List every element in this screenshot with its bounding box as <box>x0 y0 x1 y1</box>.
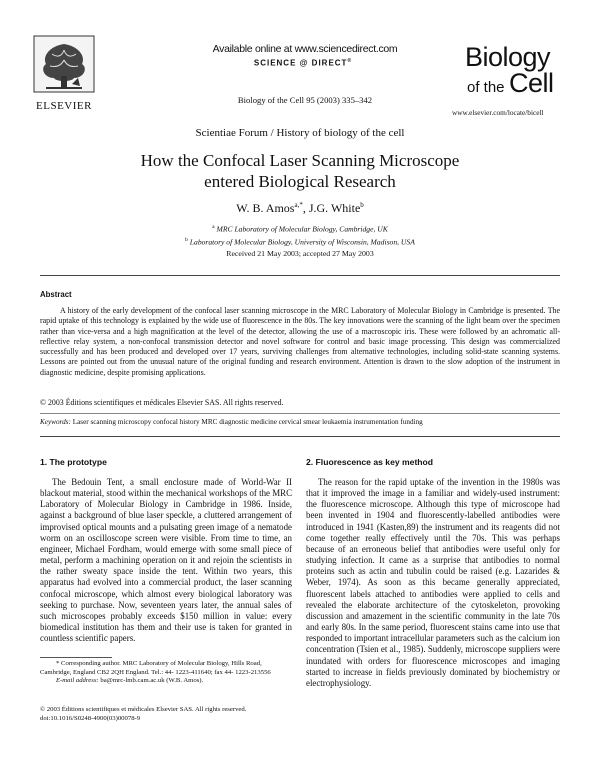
keywords <box>40 418 560 426</box>
divider-bottom <box>40 436 560 437</box>
author-1: W. B. Amos <box>236 201 295 215</box>
footnote-email-address[interactable]: ba@mrc-lmb.cam.ac.uk (W.B. Amos). <box>100 677 204 685</box>
authors <box>40 201 560 216</box>
article-title <box>40 150 560 192</box>
divider-top <box>40 275 560 276</box>
keywords-list: Laser scanning microscopy confocal history MRC diagnostic medicine cervical smear leukaemia instrumentation funding <box>72 418 423 426</box>
journal-logo <box>465 44 575 100</box>
section-1-paragraph: The Bedouin Tent, a small enclosure made of World-War II blackout material, stood within the mechanical workshops of the MRC Laboratory of Molecular Biology in Cambridge in 1986. Inside, against a background of blue laser speckle, a cluttered arrangement of improvised optical mounts and a pulsating green image of a nematode worm on an oscilloscope screen were visible. From time to time, an engineer, Michael Fordham, would emerge with some small piece of metal, perform a machining operation on it and rejoin the scientists in the rather sweaty space inside the tent. Within two years, this apparatus had evolved into a commercial product, the laser scanning confocal microscope, which almost every biological laboratory was seeking to purchase. Now, seventeen years later, the annual sales of such microscopes probably exceeds $150 million in value: every biomedical institution has them and their use is taken for granted in countless scientific papers. <box>40 477 292 644</box>
sciencedirect-text: SCIENCE @ DIRECT <box>253 58 348 68</box>
article-title-line1: How the Confocal Laser Scanning Microscope <box>140 151 460 170</box>
elsevier-tree-icon <box>32 34 96 94</box>
elsevier-logo-text: ELSEVIER <box>36 100 92 112</box>
section-2-paragraph: The reason for the rapid uptake of the invention in the 1980s was that it improved the image in a familiar and widely-used instrument: the fluorescence microscope. Although this type of microscope had been invented in 1904 and fluorescently-labelled antibodies were introduced in 1941 (Kasten,89) the instrument and its reagents did not come together really effectively until the 70s. This was perhaps because of an erroneous belief that antibodies were useful only for studying infection. It came as a surprise that antibodies to normal proteins such as actin and tubulin could be raised (e.g. Lazarides & Weber, 1974). As soon as this became generally appreciated, fluorescent labels attached to antibodies were applied to cells and revealed the elaborate architecture of the cytoskeleton, provoking discussion and amazement in the scientific community in the late 70s and early 80s. In the same period, fluorescent stains came into use that responded to important intracellular parameters such as the calcium ion concentration (Tsien et al., 1985). Suddenly, microscope suppliers were inundated with orders for fluorescence microscopes and imaging started to increase in fields previously dominated by biochemistry or electrophysiology. <box>306 477 560 688</box>
footer-doi[interactable]: doi:10.1016/S0248-4900(03)00078-9 <box>40 714 141 722</box>
abstract-text: A history of the early development of the confocal laser scanning microscope in the MRC Laboratory of Molecular Biology in Cambridge is presented. The rapid uptake of this technology is explained by the wide use of fluorescence in the 80s. The key innovations were the scanning of the light beam over the specimen rather than vice-versa and a high magnification at the level of the detector, allowing the use of a macroscopic iris. These were followed by an achromatic all-reflective relay system, a non-confocal transmission detector and novel software for control and basic image processing. This design was commercialized successfully and has been produced and developed over 17 years, surviving challenges from alternative technologies, including solid-state scanning systems. Lessons are pointed out from the unusual nature of the original funding and research environment. Attention is drawn to the slow adoption of the instrument in diagnostic medicine, despite promising applications. <box>40 306 560 377</box>
footnote-corresponding: * Corresponding author. MRC Laboratory of Molecular Biology, Hills Road, Cambridge, England CB2 2QH England. Tel.: 44- 1223-411640; fax 44- 1223-213556 <box>40 660 271 676</box>
registered-mark: ® <box>347 58 353 64</box>
section-1-heading: 1. The prototype <box>40 457 107 467</box>
section-label: Scientiae Forum / History of biology of the cell <box>195 127 405 139</box>
footnote-rule <box>40 657 112 658</box>
footer <box>40 706 340 723</box>
journal-title-word: Cell <box>508 68 554 98</box>
affiliations <box>40 222 560 247</box>
affiliation-a: $^a$ MRC Laboratory of Molecular Biology, Cambridge, UK <box>212 224 388 234</box>
author-2: , J.G. White <box>302 201 361 215</box>
journal-title-prefix: of the <box>467 79 505 96</box>
elsevier-logo <box>32 34 96 112</box>
citation: Biology of the Cell 95 (2003) 335–342 <box>237 95 373 105</box>
article-title-line2: entered Biological Research <box>204 172 396 191</box>
section-1-body <box>40 477 292 644</box>
available-online: Available online at www.sciencedirect.com <box>212 43 398 55</box>
footnote <box>40 660 292 686</box>
journal-title-line1: Biology <box>465 42 551 72</box>
journal-url[interactable]: www.elsevier.com/locate/bicell <box>452 108 544 117</box>
footnote-email: E-mail address: ba@mrc-lmb.cam.ac.uk (W.B. Amos). <box>56 677 204 685</box>
sciencedirect-logo <box>228 58 378 78</box>
journal-title-line2 <box>465 68 575 100</box>
section-2-body <box>306 477 560 689</box>
author-1-marks: a,* <box>294 201 303 209</box>
author-2-marks: b <box>360 201 364 209</box>
abstract-copyright: © 2003 Éditions scientifiques et médicales Elsevier SAS. All rights reserved. <box>40 398 284 407</box>
section-2-heading: 2. Fluorescence as key method <box>306 457 434 467</box>
affiliation-b: $^b$ Laboratory of Molecular Biology, University of Wisconsin, Madison, USA <box>185 236 415 247</box>
keywords-label: Keywords: <box>40 418 71 426</box>
footer-copyright: © 2003 Éditions scientifiques et médicales Elsevier SAS. All rights reserved. <box>40 706 247 713</box>
abstract-heading: Abstract <box>40 290 72 299</box>
received-dates: Received 21 May 2003; accepted 27 May 2003 <box>226 249 374 258</box>
divider-keywords <box>40 413 560 414</box>
